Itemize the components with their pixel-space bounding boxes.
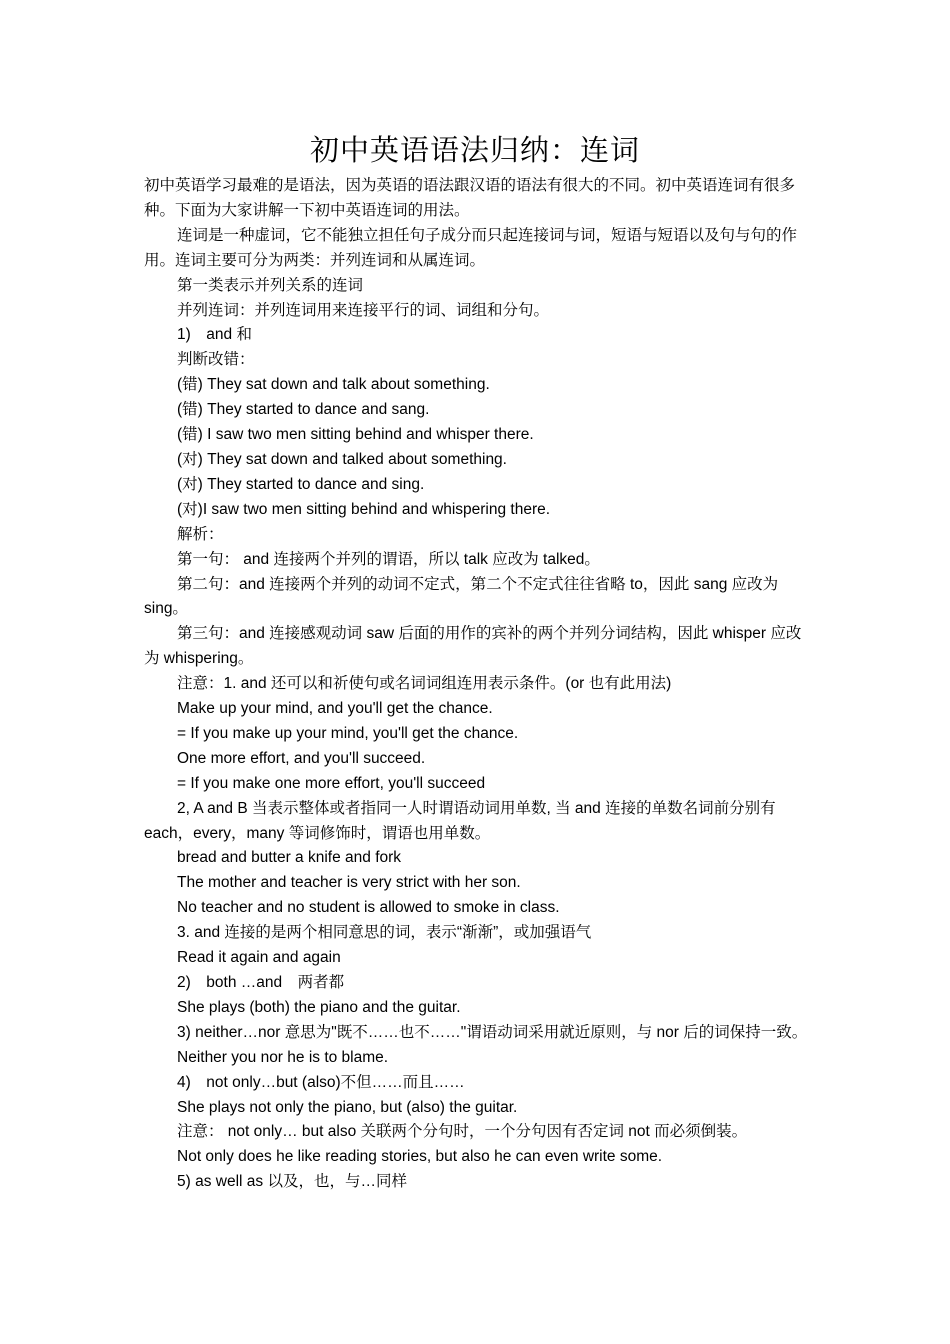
paragraph: (对) They sat down and talked about something. xyxy=(177,450,507,468)
paragraph: 1) and 和 xyxy=(177,326,252,344)
paragraph: No teacher and no student is allowed to smoke in class. xyxy=(177,899,560,917)
paragraph: 2) both …and 两者都 xyxy=(177,974,345,991)
paragraph: She plays not only the piano, but (also) the guitar. xyxy=(177,1098,518,1116)
paragraph: = If you make up your mind, you'll get the chance. xyxy=(177,724,519,742)
paragraph: 连词是一种虚词，它不能独立担任句子成分而只起连接词与词，短语与短语以及句与句的作用。连词主要可分为两类：并列连词和从属连词。 xyxy=(144,226,798,269)
paragraph: (错) They started to dance and sang. xyxy=(177,401,430,419)
paragraph: She plays (both) the piano and the guitar. xyxy=(177,998,461,1016)
paragraph: (错) They sat down and talk about something. xyxy=(177,376,490,394)
paragraph: 注意：1. and 还可以和祈使句或名词词组连用表示条件。(or 也有此用法) xyxy=(177,675,672,693)
paragraph: 第一类表示并列关系的连词 xyxy=(177,276,364,294)
paragraph: Neither you nor he is to blame. xyxy=(177,1048,389,1066)
paragraph: 5) as well as 以及，也，与…同样 xyxy=(177,1173,407,1191)
paragraph: 3. and 连接的是两个相同意思的词，表示“渐渐”，或加强语气 xyxy=(177,924,592,942)
paragraph: 第二句：and 连接两个并列的动词不定式，第二个不定式往往省略 to，因此 sang 应改为 sing。 xyxy=(144,575,779,618)
paragraph: 2, A and B 当表示整体或者指同一人时谓语动词用单数, 当 and 连接的单数名词前分别有 each，every，many 等词修饰时，谓语也用单数。 xyxy=(144,799,776,842)
paragraph: 4) not only…but (also)不但……而且…… xyxy=(177,1073,465,1091)
paragraph: (对)I saw two men sitting behind and whispering there. xyxy=(177,500,551,518)
paragraph: The mother and teacher is very strict with her son. xyxy=(177,874,521,892)
paragraph: 并列连词：并列连词用来连接平行的词、词组和分句。 xyxy=(177,301,550,319)
paragraph: bread and butter a knife and fork xyxy=(177,849,402,867)
paragraph: 第一句： and 连接两个并列的谓语，所以 talk 应改为 talked。 xyxy=(177,550,600,568)
paragraph: (错) I saw two men sitting behind and whisper there. xyxy=(177,426,534,444)
paragraph: One more effort, and you'll succeed. xyxy=(177,749,426,767)
document-title: 初中英语语法归纳：连词 xyxy=(309,133,640,167)
paragraph: Read it again and again xyxy=(177,949,341,967)
paragraph: 3) neither…nor 意思为"既不……也不……"谓语动词采用就近原则，与 nor 后的词保持一致。 xyxy=(177,1023,808,1041)
paragraph: 判断改错： xyxy=(177,351,255,369)
paragraph: (对) They started to dance and sing. xyxy=(177,475,425,493)
document-body xyxy=(144,174,810,1195)
paragraph: = If you make one more effort, you'll succeed xyxy=(177,774,486,792)
paragraph: 解析： xyxy=(177,525,224,543)
paragraph: 第三句：and 连接感观动词 saw 后面的用作的宾补的两个并列分词结构，因此 whisper 应改为 whispering。 xyxy=(144,625,802,668)
paragraph: Not only does he like reading stories, but also he can even write some. xyxy=(177,1148,663,1166)
paragraph: 初中英语学习最难的是语法，因为英语的语法跟汉语的语法有很大的不同。初中英语连词有很多种。下面为大家讲解一下初中英语连词的用法。 xyxy=(144,177,796,219)
paragraph: Make up your mind, and you'll get the chance. xyxy=(177,700,493,718)
paragraph: 注意： not only… but also 关联两个分句时，一个分句因有否定词 not 而必须倒装。 xyxy=(177,1123,748,1141)
